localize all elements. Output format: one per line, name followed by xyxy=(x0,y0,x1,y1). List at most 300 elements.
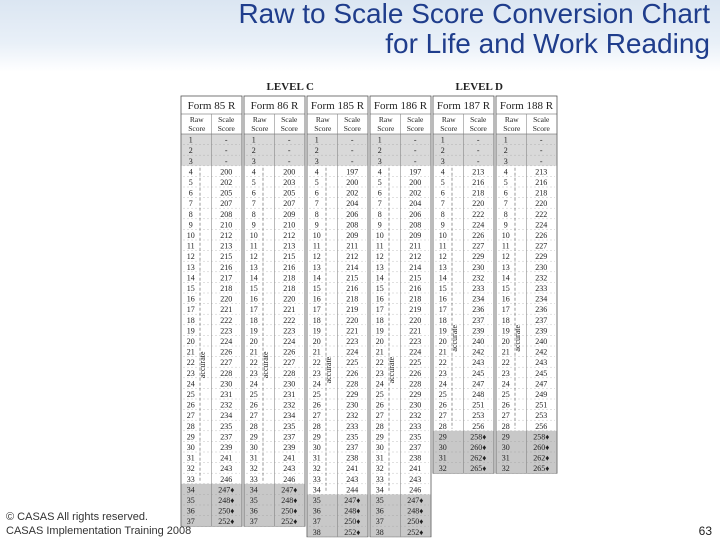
raw-score: 34 xyxy=(186,485,195,495)
raw-score: 4 xyxy=(440,167,445,177)
scale-score: 226 xyxy=(346,368,359,378)
raw-score: 24 xyxy=(249,379,258,389)
scale-score: 210 xyxy=(283,220,296,230)
raw-score: 29 xyxy=(438,432,447,442)
scale-score: 213 xyxy=(535,167,548,177)
scale-score: 243 xyxy=(535,358,548,368)
subheader-label: Score xyxy=(406,124,424,133)
scale-score: - xyxy=(224,146,228,156)
scale-score: 218 xyxy=(346,294,359,304)
raw-score: 30 xyxy=(186,443,195,452)
raw-score: 7 xyxy=(251,199,256,209)
scale-score: 230 xyxy=(472,262,485,272)
raw-score: 13 xyxy=(249,262,258,272)
level-d-header: LEVEL D xyxy=(455,81,503,93)
accurate-label: accurate xyxy=(387,356,396,384)
scale-score: 236 xyxy=(535,305,548,315)
scale-score: 230 xyxy=(346,400,359,410)
raw-score: 15 xyxy=(438,284,447,293)
scale-score: 237 xyxy=(472,315,485,325)
raw-score: 9 xyxy=(314,220,319,230)
scale-score: - xyxy=(413,156,417,166)
scale-score: 208 xyxy=(220,209,233,219)
scale-score: 226 xyxy=(472,231,485,240)
raw-score: 8 xyxy=(377,209,382,219)
raw-score: 1 xyxy=(251,135,256,145)
scale-score: 215 xyxy=(220,252,233,262)
raw-score: 29 xyxy=(375,432,384,442)
page-title: Raw to Scale Score Conversion Chart xyxy=(238,0,710,29)
scale-score: 232 xyxy=(472,273,485,283)
scale-score: 222 xyxy=(472,209,485,219)
subheader-label: Score xyxy=(469,124,487,133)
raw-score: 8 xyxy=(314,209,319,219)
scale-score: 248♦ xyxy=(281,496,298,505)
conversion-chart xyxy=(180,78,563,537)
raw-score: 5 xyxy=(377,178,382,187)
scale-score: 229 xyxy=(409,390,422,399)
scale-score: 238 xyxy=(346,453,359,463)
raw-score: 27 xyxy=(249,411,258,421)
scale-score: - xyxy=(476,146,480,156)
raw-score: 5 xyxy=(314,178,319,187)
raw-score: 9 xyxy=(440,220,445,230)
scale-score: - xyxy=(287,156,291,166)
scale-score: 211 xyxy=(346,241,359,251)
scale-score: 237 xyxy=(283,432,296,442)
scale-score: 232 xyxy=(346,411,359,421)
scale-score: 213 xyxy=(472,167,485,177)
scale-score: 224 xyxy=(472,220,485,230)
raw-score: 2 xyxy=(503,146,508,156)
raw-score: 15 xyxy=(312,284,321,293)
raw-score: 7 xyxy=(440,199,445,209)
scale-score: 247 xyxy=(472,379,485,389)
raw-score: 24 xyxy=(501,379,510,389)
raw-score: 1 xyxy=(440,135,445,145)
subheader-label: Score xyxy=(440,124,458,133)
raw-score: 22 xyxy=(438,358,447,368)
raw-score: 16 xyxy=(501,294,510,304)
scale-score: 253 xyxy=(472,411,485,421)
raw-score: 10 xyxy=(438,231,447,240)
raw-score: 10 xyxy=(375,231,384,240)
raw-score: 4 xyxy=(377,167,382,177)
raw-score: 17 xyxy=(186,305,195,315)
scale-score: 247 xyxy=(535,379,548,389)
scale-score: 243 xyxy=(283,464,296,474)
raw-score: 30 xyxy=(312,443,321,452)
raw-score: 31 xyxy=(312,453,321,463)
scale-score: 230 xyxy=(283,379,296,389)
raw-score: 33 xyxy=(186,474,195,484)
raw-score: 23 xyxy=(501,368,510,378)
raw-score: 2 xyxy=(188,146,193,156)
scale-score: 233 xyxy=(346,421,359,431)
scale-score: 197 xyxy=(409,167,422,177)
scale-score: 265♦ xyxy=(470,464,487,474)
scale-score: 219 xyxy=(346,305,359,315)
raw-score: 1 xyxy=(188,135,193,145)
raw-score: 16 xyxy=(375,294,384,304)
raw-score: 13 xyxy=(438,262,447,272)
raw-score: 10 xyxy=(186,231,195,240)
scale-score: 228 xyxy=(409,379,422,389)
scale-score: 220 xyxy=(283,294,296,304)
raw-score: 1 xyxy=(503,135,508,145)
raw-score: 9 xyxy=(377,220,382,230)
raw-score: 33 xyxy=(312,474,321,484)
scale-score: 212 xyxy=(220,231,233,240)
subheader-label: Score xyxy=(377,124,395,133)
scale-score: 252♦ xyxy=(344,527,361,537)
scale-score: 247♦ xyxy=(218,485,235,495)
scale-score: 217 xyxy=(220,273,233,283)
raw-score: 6 xyxy=(503,188,508,198)
scale-score: 222 xyxy=(220,315,233,325)
raw-score: 20 xyxy=(186,337,195,346)
raw-score: 4 xyxy=(503,167,508,177)
form-name: Form 86 R xyxy=(250,100,299,112)
raw-score: 20 xyxy=(501,337,510,346)
raw-score: 37 xyxy=(312,517,321,527)
scale-score: 232 xyxy=(535,273,548,283)
raw-score: 38 xyxy=(375,527,384,537)
scale-score: 220 xyxy=(220,294,233,304)
scale-score: 224 xyxy=(535,220,548,230)
scale-score: 239 xyxy=(283,443,296,452)
raw-score: 8 xyxy=(440,209,445,219)
raw-score: 12 xyxy=(249,252,258,262)
raw-score: 28 xyxy=(186,421,195,431)
scale-score: 223 xyxy=(283,326,296,336)
scale-score: 232 xyxy=(409,411,422,421)
raw-score: 21 xyxy=(312,347,321,357)
scale-score: 234 xyxy=(220,411,233,421)
raw-score: 7 xyxy=(377,199,382,209)
raw-score: 32 xyxy=(186,464,195,474)
scale-score: 223 xyxy=(346,337,359,346)
raw-score: 27 xyxy=(186,411,195,421)
level-c-header: LEVEL C xyxy=(266,81,314,93)
raw-score: 18 xyxy=(501,315,510,325)
raw-score: 22 xyxy=(375,358,384,368)
accurate-label: accurate xyxy=(324,356,333,384)
scale-score: 234 xyxy=(283,411,296,421)
raw-score: 16 xyxy=(186,294,195,304)
raw-score: 3 xyxy=(314,156,319,166)
form-name: Form 185 R xyxy=(310,100,365,112)
scale-score: 239 xyxy=(472,326,485,336)
scale-score: 226 xyxy=(409,368,422,378)
raw-score: 37 xyxy=(375,517,384,527)
raw-score: 13 xyxy=(186,262,195,272)
copyright-text: © CASAS All rights reserved. xyxy=(6,511,148,523)
scale-score: 223 xyxy=(220,326,233,336)
raw-score: 22 xyxy=(249,358,258,368)
scale-score: 220 xyxy=(472,199,485,209)
scale-score: 248♦ xyxy=(344,506,361,516)
scale-score: 206 xyxy=(409,209,422,219)
scale-score: 235 xyxy=(220,421,233,431)
raw-score: 35 xyxy=(312,496,321,505)
accurate-label: accurate xyxy=(450,324,459,352)
scale-score: 241 xyxy=(220,453,233,463)
scale-score: 252♦ xyxy=(218,517,235,527)
raw-score: 17 xyxy=(438,305,447,315)
raw-score: 18 xyxy=(249,315,258,325)
subheader-label: Score xyxy=(532,124,550,133)
raw-score: 31 xyxy=(501,453,510,463)
raw-score: 26 xyxy=(438,400,447,410)
raw-score: 12 xyxy=(312,252,321,262)
scale-score: 211 xyxy=(409,241,422,251)
scale-score: 202 xyxy=(220,178,233,187)
scale-score: 248♦ xyxy=(218,496,235,505)
scale-score: 252♦ xyxy=(407,527,424,537)
scale-score: 239 xyxy=(220,443,233,452)
raw-score: 25 xyxy=(501,390,510,399)
raw-score: 14 xyxy=(375,273,384,283)
scale-score: 237 xyxy=(535,315,548,325)
subheader-label: Score xyxy=(188,124,206,133)
scale-score: 236 xyxy=(472,305,485,315)
scale-score: 216 xyxy=(409,284,422,293)
scale-score: - xyxy=(350,156,354,166)
raw-score: 19 xyxy=(438,326,447,336)
scale-score: 226 xyxy=(220,347,233,357)
raw-score: 32 xyxy=(501,464,510,474)
raw-score: 19 xyxy=(312,326,321,336)
raw-score: 15 xyxy=(375,284,384,293)
raw-score: 28 xyxy=(312,421,321,431)
scale-score: 205 xyxy=(220,188,233,198)
form-name: Form 187 R xyxy=(436,100,491,112)
scale-score: 200 xyxy=(346,178,359,187)
scale-score: 251 xyxy=(472,400,485,410)
raw-score: 5 xyxy=(188,178,193,187)
raw-score: 4 xyxy=(314,167,319,177)
scale-score: 203 xyxy=(283,178,296,187)
raw-score: 20 xyxy=(375,337,384,346)
raw-score: 27 xyxy=(438,411,447,421)
raw-score: 26 xyxy=(249,400,258,410)
scale-score: - xyxy=(539,135,543,145)
subheader-label: Score xyxy=(280,124,298,133)
raw-score: 35 xyxy=(375,496,384,505)
scale-score: 260♦ xyxy=(470,443,487,452)
raw-score: 31 xyxy=(438,453,447,463)
scale-score: 232 xyxy=(220,400,233,410)
raw-score: 11 xyxy=(375,241,384,251)
scale-score: 243 xyxy=(472,358,485,368)
scale-score: 219 xyxy=(409,305,422,315)
scale-score: 221 xyxy=(283,305,296,315)
subheader-label: Raw xyxy=(504,115,519,124)
scale-score: 222 xyxy=(535,209,548,219)
raw-score: 7 xyxy=(503,199,508,209)
raw-score: 9 xyxy=(188,220,193,230)
scale-score: 215 xyxy=(409,273,422,283)
raw-score: 18 xyxy=(312,315,321,325)
raw-score: 25 xyxy=(375,390,384,399)
raw-score: 12 xyxy=(375,252,384,262)
scale-score: 246 xyxy=(283,474,296,484)
scale-score: 208 xyxy=(409,220,422,230)
raw-score: 10 xyxy=(249,231,258,240)
conversion-chart-svg xyxy=(180,78,563,537)
scale-score: - xyxy=(287,135,291,145)
raw-score: 10 xyxy=(501,231,510,240)
scale-score: 243 xyxy=(409,474,422,484)
raw-score: 6 xyxy=(314,188,319,198)
raw-score: 11 xyxy=(186,241,195,251)
accurate-label: accurate xyxy=(198,351,207,379)
raw-score: 28 xyxy=(375,421,384,431)
scale-score: 250♦ xyxy=(344,517,361,527)
scale-score: 209 xyxy=(283,209,296,219)
scale-score: 205 xyxy=(283,188,296,198)
raw-score: 6 xyxy=(188,188,193,198)
raw-score: 25 xyxy=(186,390,195,399)
subheader-label: Scale xyxy=(407,115,424,124)
scale-score: 212 xyxy=(409,252,422,262)
raw-score: 30 xyxy=(249,443,258,452)
scale-score: 228 xyxy=(346,379,359,389)
scale-score: 234 xyxy=(472,294,485,304)
raw-score: 27 xyxy=(312,411,321,421)
scale-score: 241 xyxy=(409,464,422,474)
subheader-label: Scale xyxy=(470,115,487,124)
scale-score: 226 xyxy=(283,347,296,357)
scale-score: - xyxy=(350,146,354,156)
raw-score: 36 xyxy=(186,506,195,516)
raw-score: 8 xyxy=(503,209,508,219)
raw-score: 19 xyxy=(249,326,258,336)
scale-score: 215 xyxy=(283,252,296,262)
raw-score: 19 xyxy=(375,326,384,336)
title-bar xyxy=(0,0,720,72)
subheader-label: Raw xyxy=(441,115,456,124)
scale-score: 227 xyxy=(535,241,548,251)
accurate-label: accurate xyxy=(513,324,522,352)
scale-score: 225 xyxy=(346,358,359,368)
scale-score: 237 xyxy=(409,443,422,452)
scale-score: 212 xyxy=(283,231,296,240)
scale-score: 230 xyxy=(535,262,548,272)
scale-score: 224 xyxy=(409,347,422,357)
raw-score: 32 xyxy=(375,464,384,474)
raw-score: 21 xyxy=(249,347,258,357)
subheader-label: Scale xyxy=(344,115,361,124)
scale-score: 227 xyxy=(283,358,296,368)
scale-score: 220 xyxy=(535,199,548,209)
raw-score: 25 xyxy=(312,390,321,399)
raw-score: 28 xyxy=(249,421,258,431)
scale-score: 218 xyxy=(535,188,548,198)
raw-score: 19 xyxy=(501,326,510,336)
raw-score: 19 xyxy=(186,326,195,336)
raw-score: 8 xyxy=(188,209,193,219)
raw-score: 20 xyxy=(249,337,258,346)
raw-score: 2 xyxy=(377,146,382,156)
scale-score: 206 xyxy=(346,209,359,219)
raw-score: 11 xyxy=(312,241,321,251)
raw-score: 16 xyxy=(249,294,258,304)
raw-score: 22 xyxy=(501,358,510,368)
scale-score: 241 xyxy=(346,464,359,474)
scale-score: 243 xyxy=(220,464,233,474)
raw-score: 29 xyxy=(312,432,321,442)
scale-score: 218 xyxy=(283,273,296,283)
scale-score: 216 xyxy=(346,284,359,293)
raw-score: 34 xyxy=(375,485,384,495)
raw-score: 4 xyxy=(188,167,193,177)
scale-score: 245 xyxy=(472,368,485,378)
scale-score: 242 xyxy=(535,347,548,357)
subheader-label: Scale xyxy=(533,115,550,124)
scale-score: 227 xyxy=(220,358,233,368)
raw-score: 11 xyxy=(438,241,447,251)
scale-score: 218 xyxy=(409,294,422,304)
scale-score: 212 xyxy=(346,252,359,262)
raw-score: 14 xyxy=(438,273,447,283)
scale-score: 262♦ xyxy=(533,453,550,463)
raw-score: 32 xyxy=(312,464,321,474)
raw-score: 3 xyxy=(503,156,508,166)
scale-score: 265♦ xyxy=(533,464,550,474)
scale-score: 260♦ xyxy=(533,443,550,452)
scale-score: 262♦ xyxy=(470,453,487,463)
scale-score: 221 xyxy=(409,326,422,336)
scale-score: 224 xyxy=(283,337,296,346)
form-name: Form 186 R xyxy=(373,100,428,112)
raw-score: 20 xyxy=(438,337,447,346)
raw-score: 17 xyxy=(501,305,510,315)
raw-score: 24 xyxy=(438,379,447,389)
raw-score: 36 xyxy=(249,506,258,516)
raw-score: 38 xyxy=(312,527,321,537)
scale-score: 204 xyxy=(409,199,422,209)
raw-score: 13 xyxy=(375,262,384,272)
raw-score: 12 xyxy=(438,252,447,262)
scale-score: 233 xyxy=(409,421,422,431)
scale-score: 218 xyxy=(220,284,233,293)
scale-score: 200 xyxy=(220,167,233,177)
raw-score: 23 xyxy=(186,368,195,378)
scale-score: 228 xyxy=(283,368,296,378)
scale-score: 216 xyxy=(283,262,296,272)
scale-score: 248♦ xyxy=(407,506,424,516)
scale-score: - xyxy=(350,135,354,145)
scale-score: - xyxy=(224,156,228,166)
scale-score: 250♦ xyxy=(281,506,298,516)
raw-score: 1 xyxy=(377,135,382,145)
raw-score: 14 xyxy=(501,273,510,283)
raw-score: 12 xyxy=(501,252,510,262)
scale-score: 213 xyxy=(220,241,233,251)
raw-score: 5 xyxy=(440,178,445,187)
raw-score: 14 xyxy=(186,273,195,283)
raw-score: 29 xyxy=(249,432,258,442)
scale-score: 224 xyxy=(346,347,359,357)
raw-score: 2 xyxy=(440,146,445,156)
scale-score: 220 xyxy=(346,315,359,325)
scale-score: 247♦ xyxy=(407,496,424,505)
raw-score: 23 xyxy=(312,368,321,378)
raw-score: 23 xyxy=(375,368,384,378)
raw-score: 9 xyxy=(503,220,508,230)
